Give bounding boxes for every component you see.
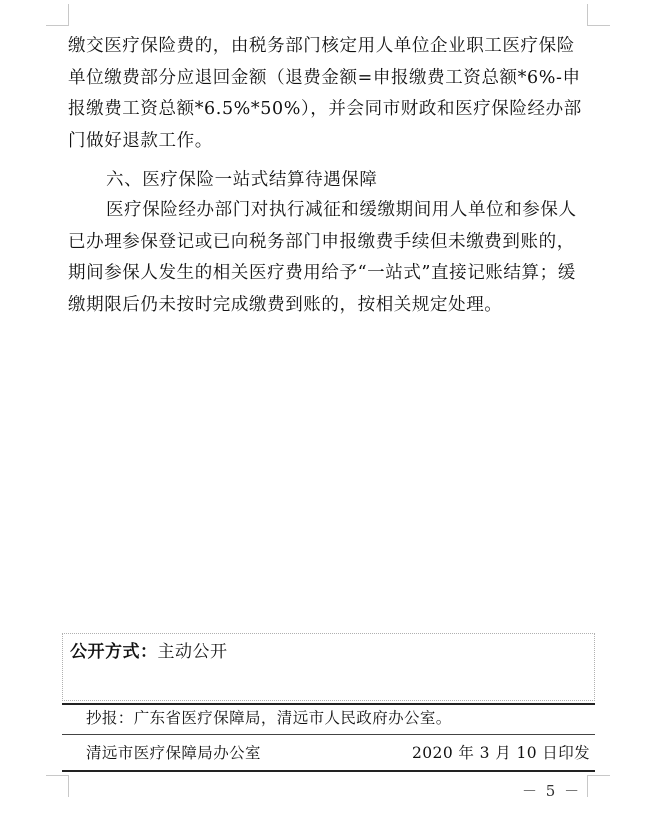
crop-mark-top-right-v	[587, 4, 588, 26]
crop-mark-top-left-v	[68, 4, 69, 26]
rule-bottom	[62, 770, 595, 772]
disclosure-value: 主动公开	[157, 642, 228, 662]
disclosure-line	[70, 640, 228, 664]
crop-mark-top-left-h	[46, 25, 68, 26]
section-heading: 六、医疗保险一站式结算待遇保障	[106, 170, 378, 190]
issue-date: 2020 年 3 月 10 日印发	[412, 744, 590, 762]
crop-mark-bottom-right-h	[588, 775, 610, 776]
page-number: － 5 －	[522, 782, 582, 800]
paragraph-continuation: 缴交医疗保险费的，由税务部门核定用人单位企业职工医疗保险单位缴费部分应退回金额（退费金额=申报缴费工资总额*6%-申报缴费工资总额*6.5%*50%），并会同市财政和医疗保险经办部门做好退款工作。	[68, 36, 582, 151]
crop-mark-bottom-left-v	[68, 775, 69, 797]
crop-mark-bottom-left-h	[46, 775, 68, 776]
rule-above-cc	[62, 703, 595, 705]
crop-mark-top-right-h	[588, 25, 610, 26]
cc-line: 抄报：广东省医疗保障局，清远市人民政府办公室。	[86, 709, 452, 727]
disclosure-label: 公开方式：	[70, 642, 158, 662]
crop-mark-bottom-right-v	[587, 775, 588, 797]
section-paragraph: 医疗保险经办部门对执行减征和缓缴期间用人单位和参保人已办理参保登记或已向税务部门申报缴费手续但未缴费到账的，期间参保人发生的相关医疗费用给予“一站式”直接记账结算；缓缴期限后仍未按时完成缴费到账的，按相关规定处理。	[68, 200, 577, 315]
rule-below-cc	[62, 734, 595, 735]
issuer: 清远市医疗保障局办公室	[86, 744, 261, 762]
